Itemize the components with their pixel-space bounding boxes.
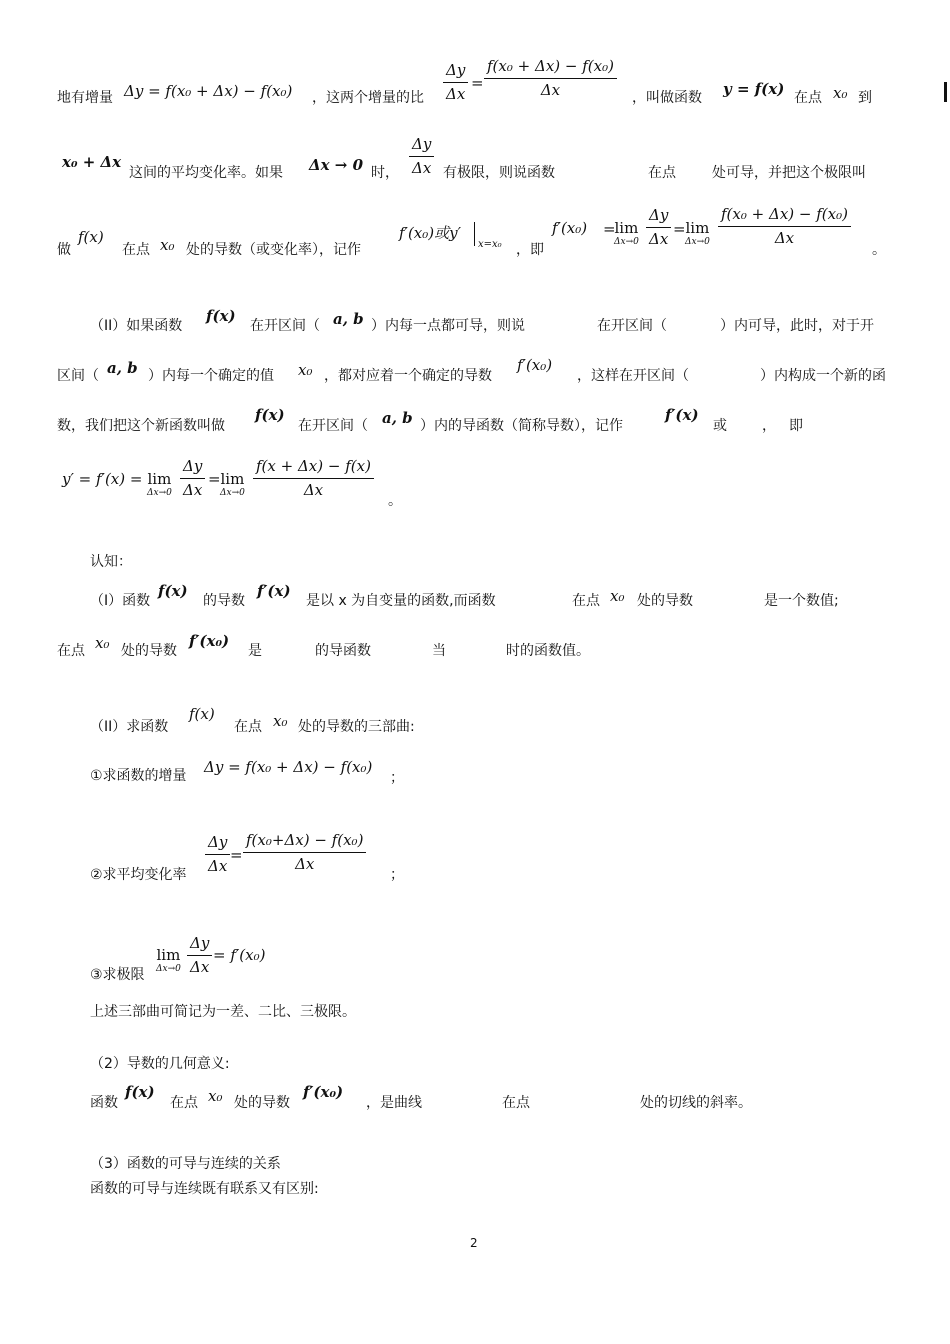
math-ratio-lhs: $\frac{\Delta y}{\Delta x}$ xyxy=(443,62,468,104)
text-l33: 认知： xyxy=(90,554,132,570)
text-l18: ）内每一点都可导，则说 xyxy=(371,318,525,334)
text-l54: 上述三部曲可简记为一差、二比、三极限。 xyxy=(90,1004,356,1020)
math-fprime-x: f′(x) xyxy=(257,582,291,600)
math-dy-dx: $\frac{\Delta y}{\Delta x}$ xyxy=(187,935,212,977)
text-l32: 。 xyxy=(388,493,402,509)
math-lim: lim Δx→0 xyxy=(685,219,710,247)
text-l27: 在开区间（ xyxy=(298,418,368,434)
math-dy-dx: $\frac{\Delta y}{\Delta x}$ xyxy=(409,136,434,178)
text-l14: ，即 xyxy=(516,242,544,258)
text-l42: 是 xyxy=(248,643,262,659)
text-l29: 或 xyxy=(713,418,727,434)
text-l51: ②求平均变化率 xyxy=(90,867,187,883)
eval-bar xyxy=(474,222,475,246)
math-x0: x₀ xyxy=(95,634,110,652)
text-l49: ①求函数的增量 xyxy=(90,768,187,784)
text-l08: 有极限，则说函数 xyxy=(443,165,555,181)
text-l62: （3）函数的可导与连续的关系 xyxy=(90,1156,281,1172)
math-fx: f(x) xyxy=(206,307,236,325)
text-l31: 即 xyxy=(789,418,803,434)
text-l12: 在点 xyxy=(122,242,150,258)
text-l03: ，叫做函数 xyxy=(632,90,702,106)
text-l26: 数，我们把这个新函数叫做 xyxy=(57,418,225,434)
text-l46: （II）求函数 xyxy=(90,719,169,735)
text-l01: 地有增量 xyxy=(57,90,113,106)
text-l36: 是以 x 为自变量的函数,而函数 xyxy=(306,593,496,609)
math-dy-dx: $\frac{\Delta y}{\Delta x}$ xyxy=(205,834,230,876)
math-fprime-x0: f′(x₀) xyxy=(552,219,588,237)
math-increment: Δy = f(x₀ + Δx) − f(x₀) xyxy=(124,82,293,100)
text-l04: 在点 xyxy=(794,90,822,106)
math-x0: x₀ xyxy=(833,84,848,102)
math-fx: f(x) xyxy=(125,1083,155,1101)
text-l16: （II）如果函数 xyxy=(90,318,183,334)
math-lim: lim Δx→0 xyxy=(147,470,172,498)
math-fx: f(x) xyxy=(255,406,285,424)
text-l47: 在点 xyxy=(234,719,262,735)
math-x0: x₀ xyxy=(273,712,288,730)
math-fx: f(x) xyxy=(189,705,215,723)
text-l37: 在点 xyxy=(572,593,600,609)
math-fprime-x0: f′(x₀) xyxy=(303,1083,344,1101)
math-fx: f(x) xyxy=(78,228,104,246)
math-eq: = xyxy=(230,846,243,864)
text-l45: 时的函数值。 xyxy=(506,643,590,659)
page-number: 2 xyxy=(470,1236,478,1250)
text-l55: （2）导数的几何意义: xyxy=(90,1056,230,1072)
text-l30: ， xyxy=(762,418,776,434)
math-ratio-rhs: $\frac{\text{f(x₀ + Δx) − f(x₀)}}{\Delta x}$ xyxy=(484,58,617,100)
math-fprime-x: f′(x) xyxy=(665,406,699,424)
math-eq: = xyxy=(603,220,616,238)
text-l53: ③求极限 xyxy=(90,967,145,983)
text-l40: 在点 xyxy=(57,643,85,659)
math-lim: lim Δx→0 xyxy=(220,470,245,498)
math-derivative-def: $\frac{\text{f(x₀ + Δx) − f(x₀)}}{\Delta x}$ xyxy=(718,206,851,248)
math-lim: lim Δx→0 xyxy=(614,219,639,247)
text-l02: ，这两个增量的比 xyxy=(312,90,424,106)
math-fprime-x0: f′(x₀) xyxy=(189,632,230,650)
math-a-b: a, b xyxy=(333,310,364,328)
math-x0: x₀ xyxy=(208,1087,223,1105)
text-l59: ，是曲线 xyxy=(366,1095,422,1111)
text-l06: 这间的平均变化率。如果 xyxy=(129,165,283,181)
text-l56: 函数 xyxy=(90,1095,118,1111)
text-l19: 在开区间（ xyxy=(597,318,667,334)
text-l21: 区间（ xyxy=(57,368,99,384)
text-l57: 在点 xyxy=(170,1095,198,1111)
math-dy-dx: $\frac{\Delta y}{\Delta x}$ xyxy=(180,458,205,500)
math-x0: x₀ xyxy=(298,361,313,379)
math-dx-to-0: Δx → 0 xyxy=(309,156,364,174)
text-l17: 在开区间（ xyxy=(250,318,320,334)
text-l15: 。 xyxy=(872,242,886,258)
text-l05: 到 xyxy=(858,90,872,106)
math-dy-dx: $\frac{\Delta y}{\Delta x}$ xyxy=(646,207,671,249)
text-l23: ，都对应着一个确定的导数 xyxy=(324,368,492,384)
text-l61: 处的切线的斜率。 xyxy=(640,1095,752,1111)
text-l22: ）内每一个确定的值 xyxy=(148,368,274,384)
text-l39: 是一个数值; xyxy=(764,593,839,609)
math-eq: = xyxy=(471,74,484,92)
text-l60: 在点 xyxy=(502,1095,530,1111)
text-l63: 函数的可导与连续既有联系又有区别: xyxy=(90,1181,319,1197)
math-derivative-fn: $\frac{f(x + \Delta x) - f(x)}{\Delta x}$ xyxy=(253,458,374,500)
math-increment: Δy = f(x₀ + Δx) − f(x₀) xyxy=(204,758,373,776)
math-x0-plus-dx: x₀ + Δx xyxy=(62,153,122,171)
text-l41: 处的导数 xyxy=(121,643,177,659)
text-l38: 处的导数 xyxy=(637,593,693,609)
text-l52: ； xyxy=(390,867,404,883)
math-fprime-x0-or: f′(x₀)或y′ xyxy=(399,224,462,242)
math-eq-fprime-x0: = f′(x₀) xyxy=(213,946,266,964)
math-lim: lim Δx→0 xyxy=(156,946,181,974)
text-l25: ）内构成一个新的函 xyxy=(760,368,886,384)
math-yprime-eq: y′ = f′(x) = xyxy=(62,470,143,488)
text-l13: 处的导数（或变化率），记作 xyxy=(186,242,361,258)
text-l43: 的导函数 xyxy=(315,643,371,659)
math-a-b: a, b xyxy=(107,359,138,377)
math-fx: f(x) xyxy=(158,582,188,600)
text-l09: 在点 xyxy=(648,165,676,181)
math-eq: = xyxy=(208,470,221,488)
page-edge-mark xyxy=(944,82,947,102)
text-l07: 时， xyxy=(371,165,399,181)
text-l50: ； xyxy=(390,770,404,786)
text-l28: ）内的导函数（简称导数），记作 xyxy=(420,418,623,434)
text-l58: 处的导数 xyxy=(234,1095,290,1111)
math-eq: = xyxy=(673,220,686,238)
math-a-b: a, b xyxy=(382,409,413,427)
text-l44: 当 xyxy=(432,643,446,659)
text-l24: ，这样在开区间（ xyxy=(577,368,689,384)
text-l35: 的导数 xyxy=(203,593,245,609)
math-y-eq-fx: y = f(x) xyxy=(723,80,785,98)
math-x0: x₀ xyxy=(610,587,625,605)
text-l34: （I）函数 xyxy=(90,593,151,609)
math-at-x0: x=x₀ xyxy=(478,239,502,250)
math-fprime-x0: f′(x₀) xyxy=(517,356,553,374)
text-l48: 处的导数的三部曲: xyxy=(298,719,415,735)
math-avg-rate: $\frac{\text{f(x₀+Δx) − f(x₀)}}{\Delta x}$ xyxy=(243,832,366,874)
math-x0: x₀ xyxy=(160,236,175,254)
text-l11: 做 xyxy=(57,242,71,258)
text-l10: 处可导，并把这个极限叫 xyxy=(712,165,866,181)
text-l20: ）内可导，此时，对于开 xyxy=(720,318,874,334)
